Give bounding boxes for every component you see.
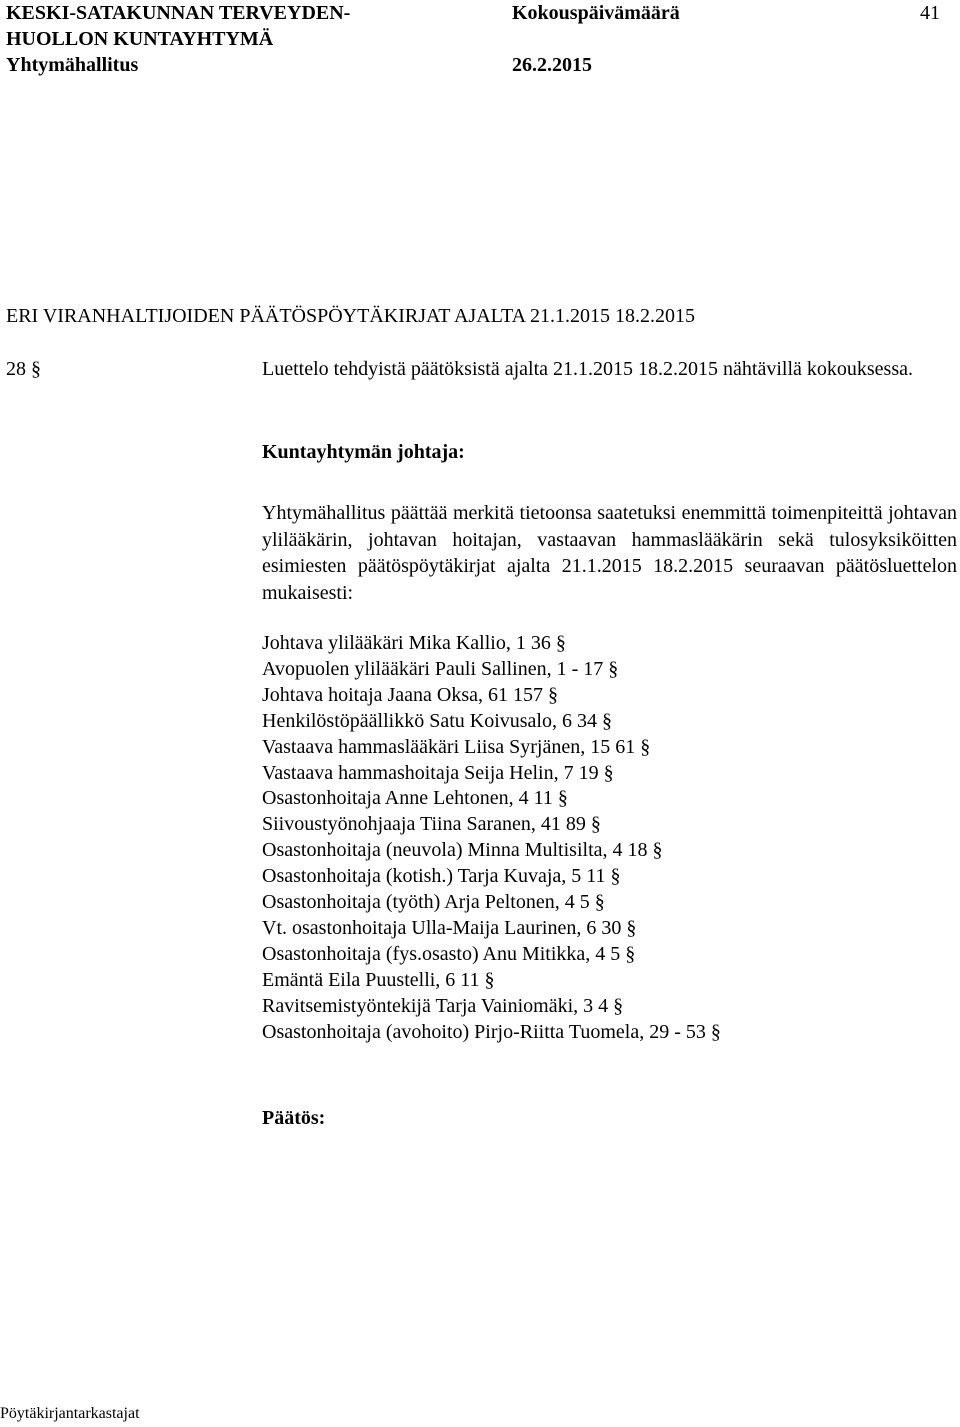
header-org-line2: HUOLLON KUNTAYHTYMÄ	[6, 28, 274, 50]
section-title: ERI VIRANHALTIJOIDEN PÄÄTÖSPÖYTÄKIRJAT AJALTA 21.1.2015 18.2.2015	[6, 305, 695, 327]
item-number: 28 §	[6, 358, 41, 380]
decision-list-item: Johtava ylilääkäri Mika Kallio, 1 36 §	[262, 632, 566, 654]
decision-list-item: Osastonhoitaja (kotish.) Tarja Kuvaja, 5 11 §	[262, 865, 621, 888]
header-date: 26.2.2015	[512, 54, 592, 76]
proposer-label: Kuntayhtymän johtaja:	[262, 441, 465, 463]
decision-list	[262, 631, 721, 1046]
header-organization	[6, 0, 350, 78]
page-number: 41	[920, 2, 940, 24]
decision-list-item: Osastonhoitaja (neuvola) Minna Multisilta, 4 18 §	[262, 839, 663, 862]
decision-list-item: Osastonhoitaja Anne Lehtonen, 4 11 §	[262, 787, 568, 810]
decision-list-item: Henkilöstöpäällikkö Satu Koivusalo, 6 34 §	[262, 709, 612, 732]
decision-list-item: Vastaava hammaslääkäri Liisa Syrjänen, 15 61 §	[262, 735, 651, 758]
decision-list-item: Siivoustyönohjaaja Tiina Saranen, 41 89 §	[262, 813, 601, 836]
decision-list-item: Emäntä Eila Puustelli, 6 11 §	[262, 968, 495, 991]
proposal-text: Yhtymähallitus päättää merkitä tietoonsa saatetuksi enemmittä toimenpiteittä johtavan ylilääkärin, johtavan hoitajan, vastaavan hammaslääkärin sekä tulosyksiköitten esimiesten päätöspöytäkirjat ajalta 21.1.2015 18.2.2015 seuraavan päätösluettelon mukaisesti:	[262, 502, 957, 604]
decision-list-item: Osastonhoitaja (työth) Arja Peltonen, 4 5 §	[262, 891, 605, 914]
decision-list-item: Ravitsemistyöntekijä Tarja Vainiomäki, 3 4 §	[262, 994, 624, 1017]
header-meeting-info	[512, 0, 680, 78]
decision-list-item: Vt. osastonhoitaja Ulla-Maija Laurinen, 6 30 §	[262, 916, 637, 939]
footer-label: Pöytäkirjantarkastajat	[0, 1405, 140, 1422]
header-doc-type: Kokouspäivämäärä	[512, 2, 680, 24]
decision-list-item: Johtava hoitaja Jaana Oksa, 61 157 §	[262, 683, 559, 706]
decision-list-item: Vastaava hammashoitaja Seija Helin, 7 19 §	[262, 761, 614, 784]
item-text: Luettelo tehdyistä päätöksistä ajalta 21.1.2015 18.2.2015 nähtävillä kokouksessa.	[262, 358, 913, 380]
decision-list-item: Osastonhoitaja (fys.osasto) Anu Mitikka, 4 5 §	[262, 942, 636, 965]
decision-list-item: Avopuolen ylilääkäri Pauli Sallinen, 1 - 17 §	[262, 657, 619, 680]
decision-list-item: Osastonhoitaja (avohoito) Pirjo-Riitta Tuomela, 29 - 53 §	[262, 1020, 721, 1043]
decision-label: Päätös:	[262, 1107, 326, 1129]
header-body: Yhtymähallitus	[6, 54, 139, 76]
header-org-line1: KESKI-SATAKUNNAN TERVEYDEN-	[6, 2, 351, 24]
